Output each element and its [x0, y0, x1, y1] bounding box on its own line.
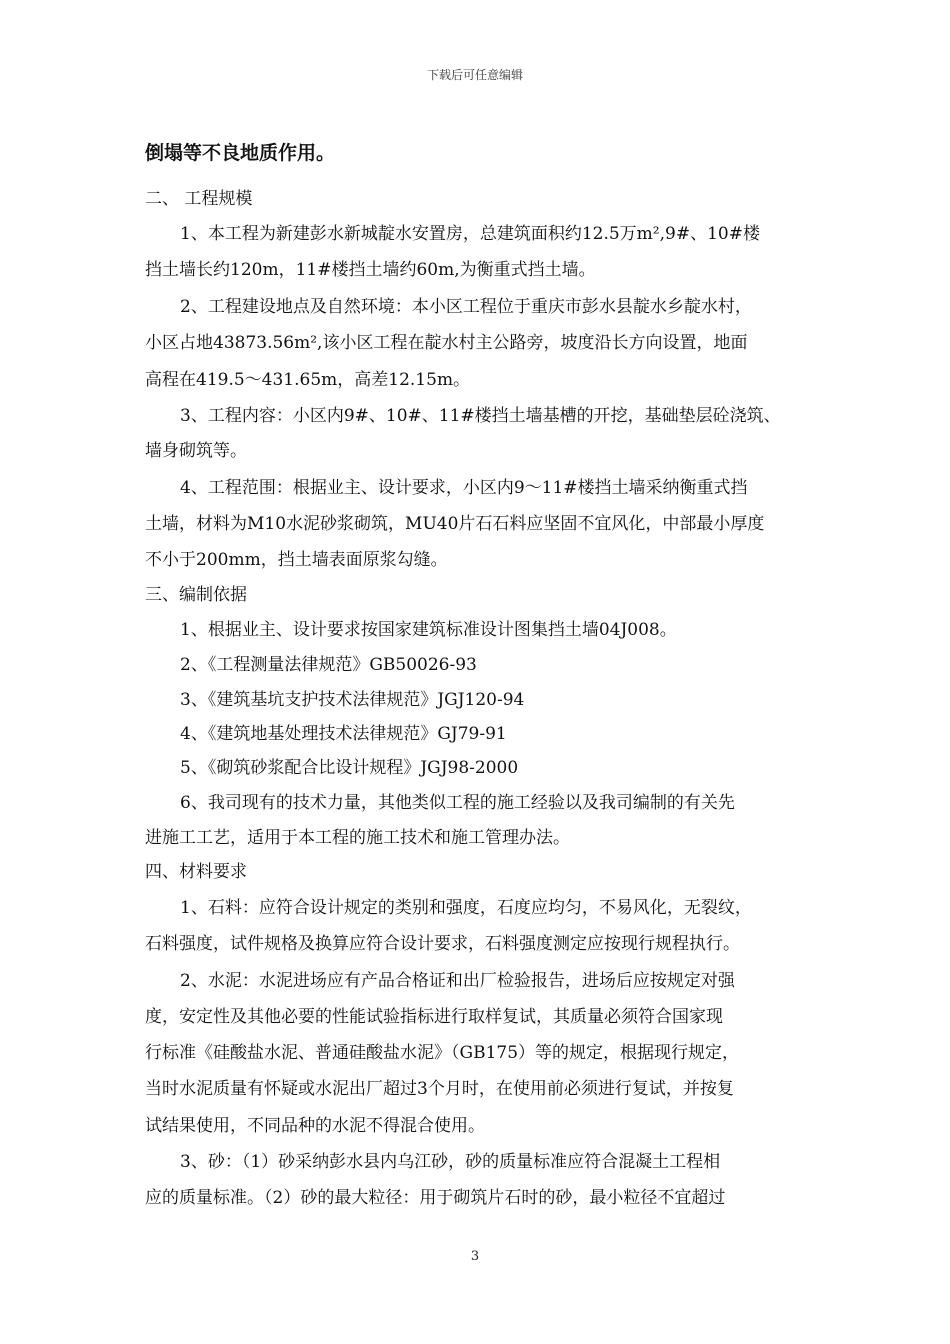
paragraph-line: 4、工程范围：根据业主、设计要求，小区内9～11#楼挡土墙采纳衡重式挡 [180, 478, 748, 498]
page-header: 下载后可任意编辑 [426, 68, 523, 82]
paragraph-line: 土墙，材料为M10水泥砂浆砌筑，MU40片石石料应坚固不宜风化，中部最小厚度 [145, 514, 765, 534]
carryover-text: 倒塌等不良地质作用。 [145, 142, 336, 164]
paragraph-line: 3、工程内容：小区内9#、10#、11#楼挡土墙基槽的开挖，基础垫层砼浇筑、 [180, 406, 781, 426]
paragraph-line: 小区占地43873.56m²,该小区工程在靛水村主公路旁，坡度沿长方向设置，地面 [145, 333, 748, 353]
paragraph-line: 1、石料：应符合设计规定的类别和强度，石度应均匀，不易风化，无裂纹， [180, 898, 752, 918]
section-heading: 二、 工程规模 [145, 189, 253, 209]
section-heading: 四、材料要求 [145, 862, 247, 882]
list-item: 6、我司现有的技术力量，其他类似工程的施工经验以及我司编制的有关先 [180, 793, 735, 813]
list-item: 2、《工程测量法律规范》GB50026-93 [180, 655, 477, 675]
paragraph-line: 2、工程建设地点及自然环境：本小区工程位于重庆市彭水县靛水乡靛水村， [180, 297, 752, 317]
paragraph-line: 试结果使用，不同品种的水泥不得混合使用。 [145, 1116, 485, 1136]
list-item: 5、《砌筑砂浆配合比设计规程》JGJ98-2000 [180, 758, 519, 778]
paragraph-line: 2、水泥：水泥进场应有产品合格证和出厂检验报告，进场后应按规定对强 [180, 971, 735, 991]
paragraph-line: 应的质量标准。（2）砂的最大粒径：用于砌筑片石时的砂，最小粒径不宜超过 [145, 1188, 726, 1208]
paragraph-line: 不小于200mm，挡土墙表面原浆勾缝。 [145, 550, 448, 570]
paragraph-line: 度，安定性及其他必要的性能试验指标进行取样复试，其质量必须符合国家现 [145, 1007, 723, 1027]
list-item: 1、根据业主、设计要求按国家建筑标准设计图集挡土墙04J008。 [180, 620, 677, 640]
paragraph-line: 墙身砌筑等。 [145, 441, 247, 461]
paragraph-line: 行标准《硅酸盐水泥、普通硅酸盐水泥》（GB175）等的规定，根据现行规定， [145, 1043, 740, 1063]
list-item: 3、《建筑基坑支护技术法律规范》JGJ120-94 [180, 690, 525, 710]
paragraph-line: 挡土墙长约120m，11#楼挡土墙约60m,为衡重式挡土墙。 [145, 260, 596, 280]
paragraph-line: 进施工工艺，适用于本工程的施工技术和施工管理办法。 [145, 828, 570, 848]
paragraph-line: 3、砂：（1）砂采纳彭水县内乌江砂，砂的质量标准应符合混凝土工程相 [180, 1152, 721, 1172]
paragraph-line: 当时水泥质量有怀疑或水泥出厂超过3个月时，在使用前必须进行复试，并按复 [145, 1079, 734, 1099]
paragraph-line: 石料强度，试件规格及换算应符合设计要求，石料强度测定应按现行规程执行。 [145, 934, 740, 954]
paragraph-line: 1、本工程为新建彭水新城靛水安置房，总建筑面积约12.5万m²,9#、10#楼 [180, 224, 760, 244]
section-heading: 三、编制依据 [145, 585, 247, 605]
page-number: 3 [470, 1249, 480, 1264]
list-item: 4、《建筑地基处理技术法律规范》GJ79-91 [180, 724, 507, 744]
paragraph-line: 高程在419.5～431.65m，高差12.15m。 [145, 370, 471, 390]
